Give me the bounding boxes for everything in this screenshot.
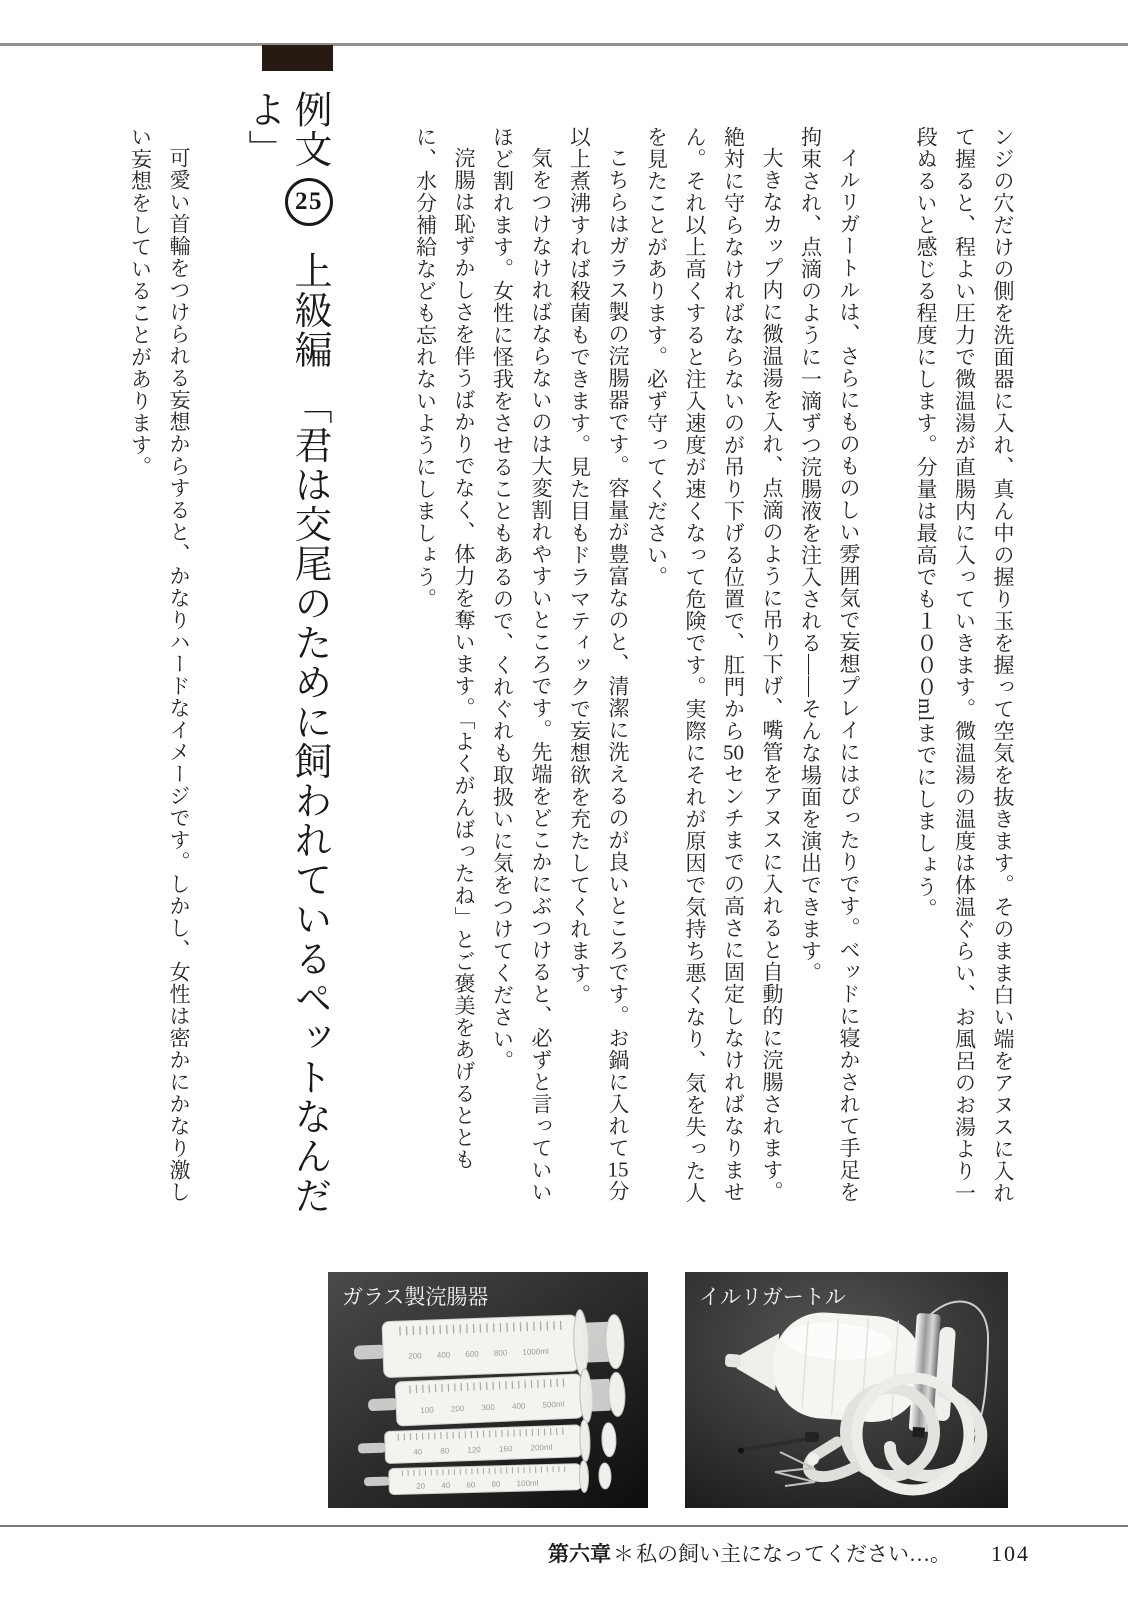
text-run: 大きなカップ内に微温湯を入れ、点滴のように吊り下げ、嘴管をアヌスに入れると自動的に浣腸されます。絶対に守らなければならないのが吊り下げる位置で、肛門から: [721, 126, 784, 1203]
photo-irrigator: [685, 1272, 1008, 1513]
tatechuyoko-number: 50: [723, 742, 744, 763]
paragraph: [483, 126, 560, 1211]
text-run: イルリガートルは、さらにものものしい雰囲気で妄想プレイにはぴったりです。ベッドに寝かされて手足を拘束され、点滴のように一滴ずつ浣腸液を注入される——そんな場面を演出できます。: [798, 126, 861, 1203]
irrigator-illustration: [685, 1272, 1008, 1508]
page-number: 104: [991, 1541, 1030, 1566]
paragraph: [907, 126, 1023, 1211]
tube-end: [807, 1453, 819, 1465]
text-run: ンジの穴だけの側を洗面器に入れ、真ん中の握り玉を握って空気を抜きます。そのまま白い端をアヌスに入れて握ると、程よい圧力で微温湯が直腸内に入っていきます。微温湯の温度は体温ぐらい、お風呂のお湯より一段ぬるいと感じる程度にします。分量は最高でも１０００mlまでにしましょう。: [914, 126, 1015, 1204]
text-run: 浣腸は恥ずかしさを伴うばかりでなく、体力を奪います。「よくがんばったね」とご褒美をあげるとともに、水分補給なども忘れないようにしましょう。: [413, 126, 476, 1171]
tatechuyoko-number: 15: [607, 1159, 629, 1180]
headline-number-badge: 25: [285, 178, 333, 226]
paragraph: [791, 126, 868, 1211]
syringe-scale-label: 40 80 120 160 200ml: [413, 1442, 553, 1457]
photo-caption: イルリガートル: [699, 1286, 846, 1309]
footer-title: 私の飼い主になってください…。: [636, 1542, 951, 1566]
footer: [548, 1538, 1030, 1568]
footer-separator: ＊: [613, 1543, 634, 1566]
text-run: 分以上煮沸すれば殺菌もできます。見た目もドラマティックで妄想欲を充たしてくれます。: [567, 126, 630, 1202]
syringe-scale-label: 200 400 600 800 1000ml: [408, 1346, 549, 1361]
paragraph: [560, 126, 637, 1211]
text-run: 可愛い首輪をつけられる妄想からすると、かなりハードなイメージです。しかし、女性は密かにかなり激しい妄想をしていることがあります。: [128, 126, 191, 1203]
headline-level: 上級編: [288, 251, 330, 370]
paragraph: [637, 126, 791, 1211]
photo-caption: ガラス製浣腸器: [342, 1286, 489, 1309]
paragraph: [406, 126, 483, 1211]
footer-rule: [0, 1525, 1128, 1527]
top-rule: [0, 43, 1128, 46]
aside-text-block: [121, 126, 198, 1211]
paragraph: [121, 126, 198, 1211]
syringe-scale-label: 20 40 60 80 100ml: [416, 1478, 539, 1491]
headline: [240, 90, 333, 1255]
text-run: こちらはガラス製の浣腸器です。容量が豊富なのと、清潔に洗えるのが良いところです。お鍋に入れて: [606, 147, 630, 1159]
footer-chapter: 第六章: [548, 1543, 611, 1566]
photo-glass-syringes: [328, 1272, 648, 1513]
body-text-block: [406, 126, 1022, 1211]
text-run: センチまでの高さに固定しなければなりません。それ以上高くすると注入速度が速くなって危険です。実際にそれが原因で気持ち悪くなり、気を失った人を見たことがあります。必ず守ってください。: [644, 126, 746, 1204]
headline-prefix: 例文: [288, 90, 330, 169]
syringe-scale-label: 100 200 300 400 500ml: [420, 1399, 565, 1415]
headline-title: 「君は交尾のために飼われているペットなんだよ」: [242, 90, 330, 1215]
glass-syringes-illustration: [328, 1272, 648, 1508]
footer-chapter-line: [548, 1538, 951, 1568]
text-run: 気をつけなければならないのは大変割れやすいところです。先端をどこかにぶつけると、必ずと言っていいほど割れます。女性に怪我をさせることもあるので、くれぐれも取扱いに気をつけてください。: [490, 126, 553, 1203]
section-index-box: [262, 45, 333, 71]
